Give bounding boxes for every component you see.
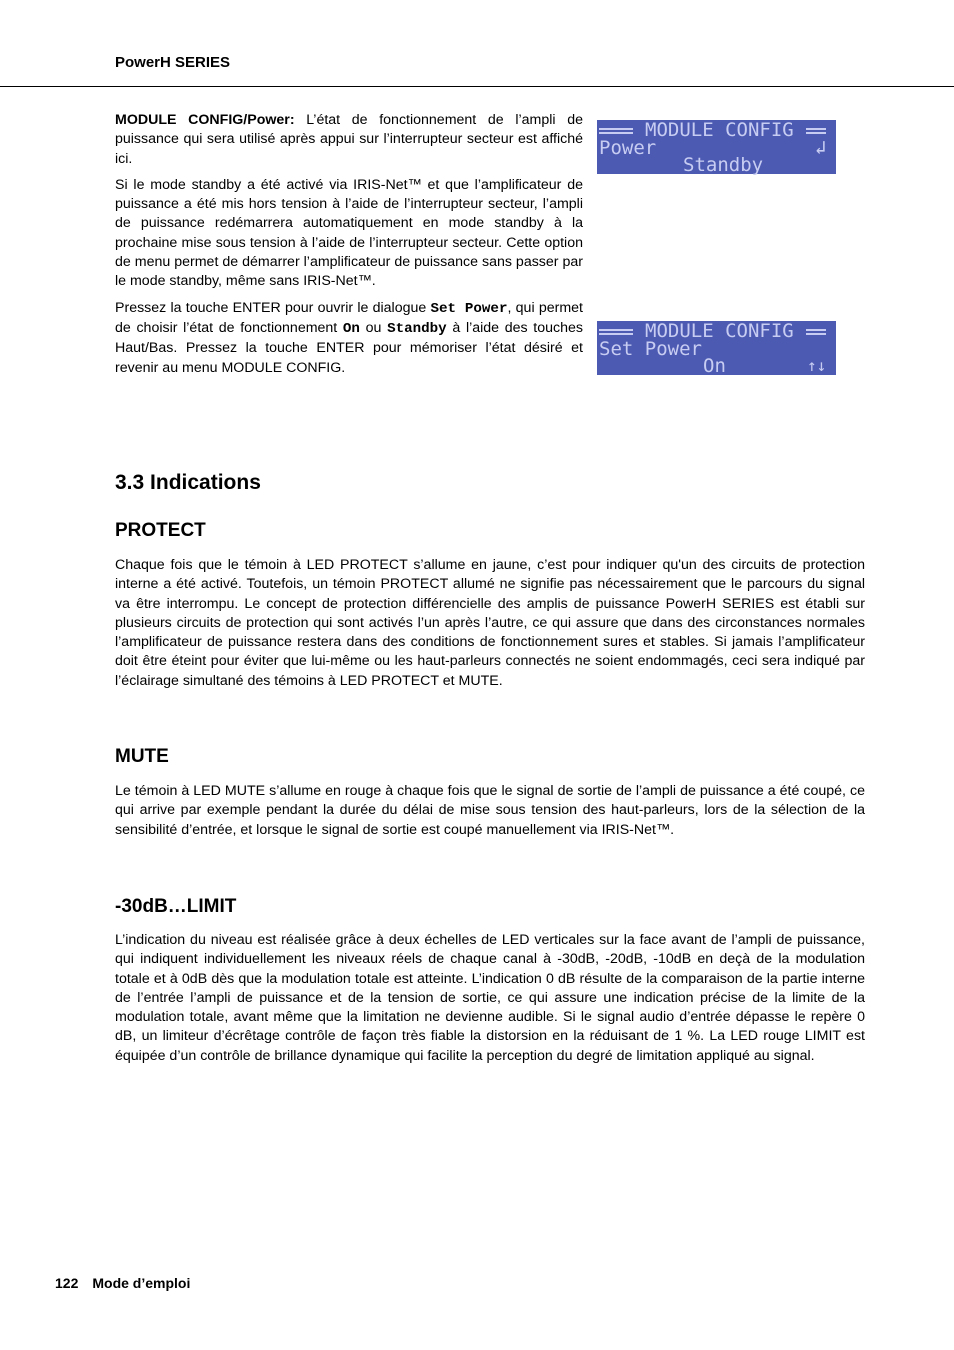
footer [55,1275,204,1291]
lcd-line-3: Standby [683,154,764,176]
module-config-paragraph-1: MODULE CONFIG/Power: L’état de fonctionnement de l’ampli de puissance qui sera utilisé après appui sur l’interrupteur secteur est affiché ici. [115,112,583,167]
page-number: 122 [55,1275,79,1291]
lcd-display-power [597,120,836,174]
dash-right-icon [806,126,826,136]
protect-text: Chaque fois que le témoin à LED PROTECT s’allume en jaune, c’est pour indiquer qu'un des circuits de protection interne a été activé. Toutefois, un témoin PROTECT allumé ne signifie pas nécessairement que le parcours du signal va être interrompu. Le concept de protection différencielle des amplis de puissance PowerH SERIES est établi sur plusieurs circuits de protection qui sont activés l’un après l’autre, ce qui assure que dans des circonstances normales l’amplificateur de puissance restera dans des conditions de fonctionnement sures et stables. Si jamais l’amplificateur doit être éteint pour éviter que lui-même ou les haut-parleurs connectés ne soient endommagés, ceci sera indiqué par l’éclairage simultané des témoins à LED PROTECT et MUTE. [115,557,865,689]
code-on: On [342,320,360,337]
footer-label: Mode d’emploi [92,1275,191,1291]
mute-text: Le témoin à LED MUTE s’allume en rouge à chaque fois que le signal de sortie de l’ampli de puissance a été coupé, ce qui arrive par exemple pendant la durée du délai de mise sous tension des haut-parleurs, lors de la sélection de la sensibilité d’entrée, et lorsque le signal de sortie est coupé manuellement via IRIS-Net™. [115,783,865,838]
module-config-paragraph-2: Si le mode standby a été activé via IRIS-Net™ et que l’amplificateur de puissance a été mis hors tension à l’aide de l’interrupteur secteur, l’ampli de puissance redémarrera automatiquement en mode standby à la prochaine mise sous tension à l’aide de l’interrupteur secteur. Cette option de menu permet de démarrer l’amplificateur de puissance sans passer par le mode standby, même sans IRIS-Net™. [115,176,583,290]
code-set-power: Set Power [430,300,508,317]
header-rule [0,86,954,87]
up-down-arrows-icon: ↑↓ [807,356,827,375]
lcd-line-2: Power [599,137,657,159]
dash-right-icon [806,327,826,337]
lcd-line-2: Set Power [599,338,702,360]
limit-heading: -30dB…LIMIT [115,896,237,917]
dash-left-icon [599,126,633,136]
mute-heading: MUTE [115,746,169,767]
module-config-label: MODULE CONFIG/Power: [115,112,295,128]
lcd-line-3: On [703,355,726,377]
limit-text: L’indication du niveau est réalisée grâce à deux échelles de LED verticales sur la face avant de l’ampli de puissance, qui indiquent individuellement les niveaux réels de chaque canal à -30dB, -20dB, -10dB en deçà de la modulation totale et à 0dB dès que la modulation totale est atteinte. L’indication 0 dB résulte de la comparaison de la partie interne de l’entrée l’ampli de puissance et de la tension de sortie, ce qui assure une indication précise de la limite de la modulation totale, avant même que la limitation ne devienne audible. Si le signal audio d’entrée dépasse le repère 0 dB, un limiteur d’écrêtage contrôle de façon très fiable la distorsion en la réduisant de 1 %. La LED rouge LIMIT est équipée d’un contrôle de brillance dynamique qui facilite la perception du degré de limitation appliqué au signal. [115,932,865,1064]
section-title: 3.3 Indications [115,471,261,494]
enter-icon: ↲ [815,137,827,159]
lcd-title: MODULE CONFIG [645,320,794,342]
code-standby: Standby [387,320,447,337]
module-config-text [115,111,583,385]
lcd-title: MODULE CONFIG [645,119,794,141]
header-title: PowerH SERIES [115,54,231,71]
dash-left-icon [599,327,633,337]
protect-heading: PROTECT [115,520,206,541]
lcd-display-set-power [597,321,836,375]
module-config-paragraph-3: Pressez la touche ENTER pour ouvrir le dialogue Set Power, qui permet de choisir l’état de fonctionnement On ou Standby à l’aide des touches Haut/Bas. Pressez la touche ENTER pour mémoriser l’état désiré et revenir au menu MODULE CONFIG. [115,299,583,376]
